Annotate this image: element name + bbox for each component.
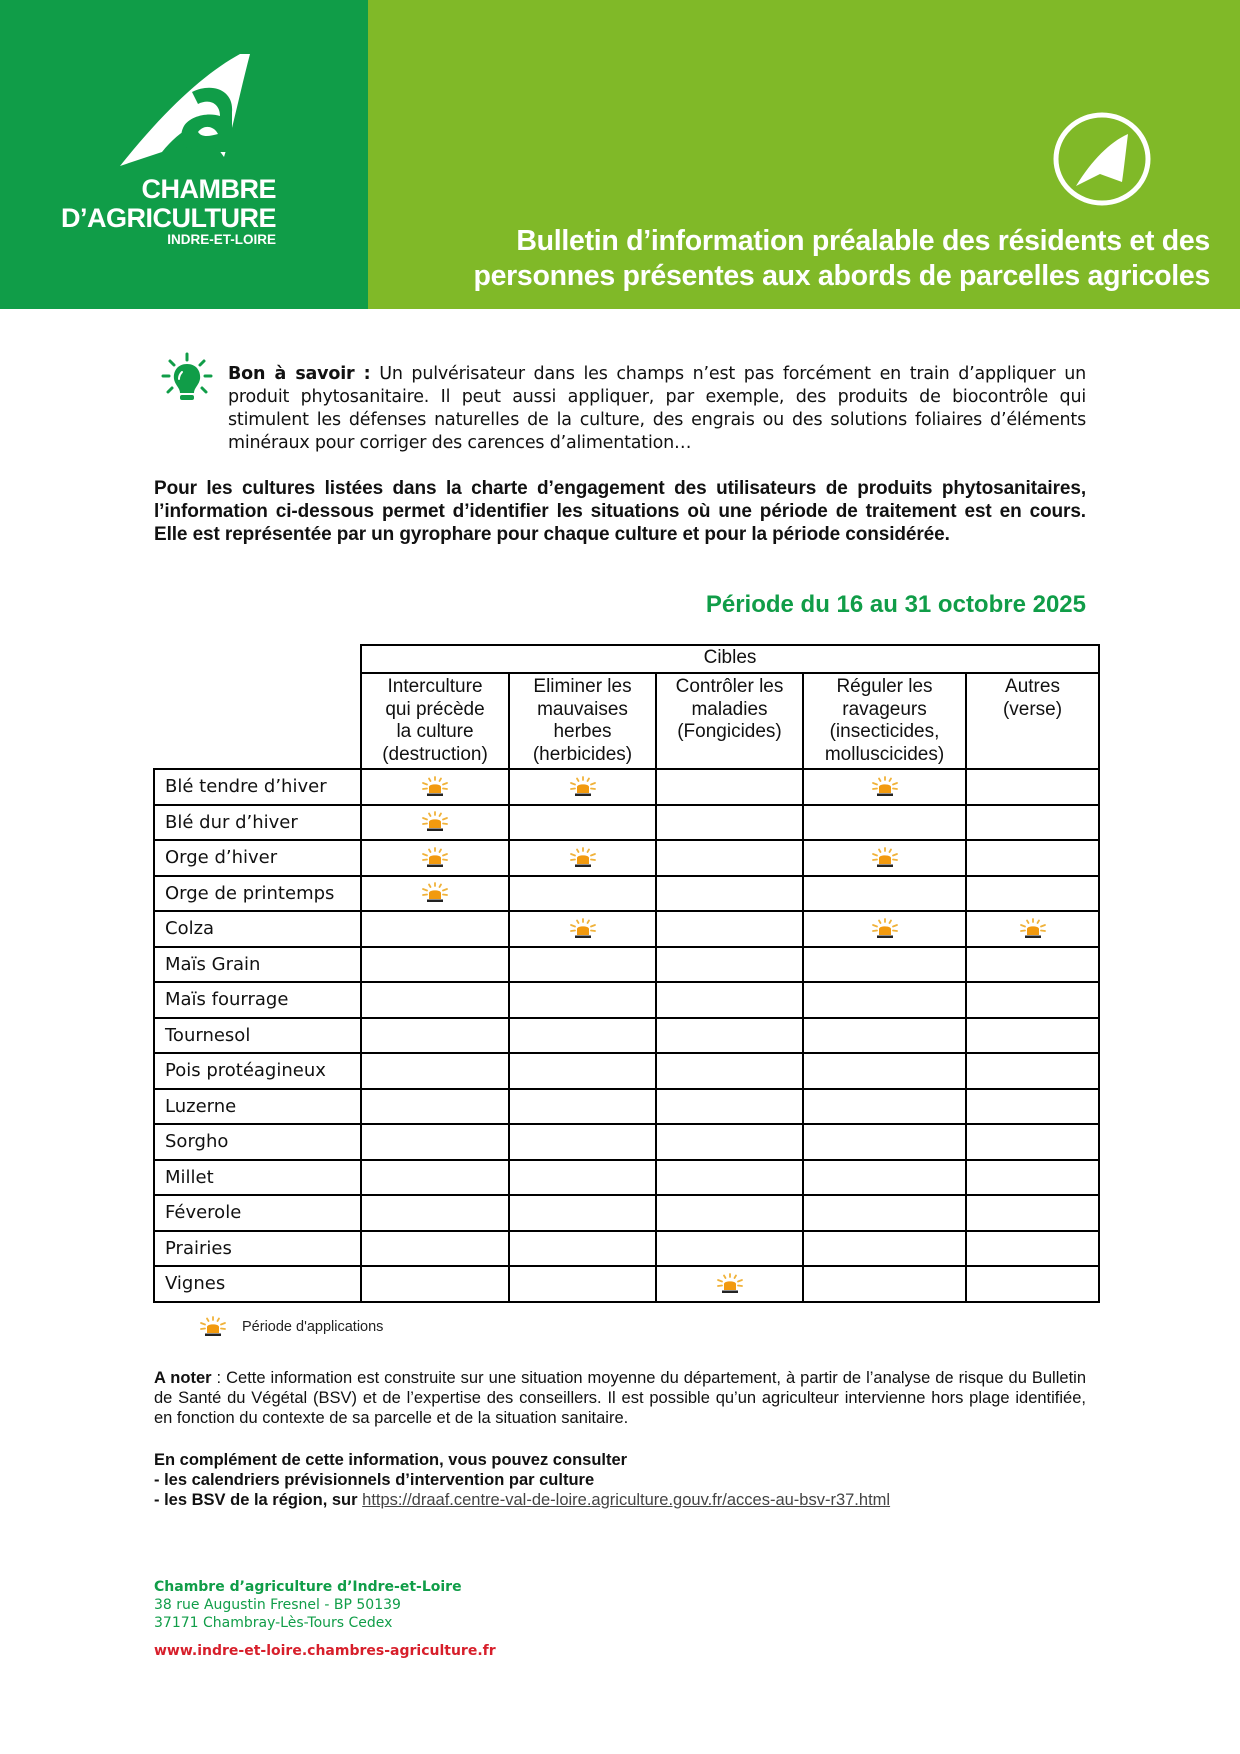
gyrophare-icon: [870, 918, 900, 937]
table-corner: [154, 673, 361, 769]
crop-name: Luzerne: [154, 1089, 361, 1125]
bsv-link[interactable]: https://draaf.centre-val-de-loire.agriculture.gouv.fr/acces-au-bsv-r37.html: [362, 1491, 891, 1509]
treatment-cell: [509, 769, 656, 805]
treatment-cell: [966, 947, 1099, 983]
logo-line-agriculture: D’AGRICULTURE: [61, 203, 276, 233]
treatment-cell: [509, 947, 656, 983]
tip-body: Un pulvérisateur dans les champs n’est pas forcément en train d’appliquer un produit phytosanitaire. Il peut aussi appliquer, par exemple, des produits de biocontrôle qui stimulent les défenses naturelles de la culture, des engrais ou des solutions foliaires d’éléments minéraux pour corriger des carences d’alimentation…: [228, 364, 1087, 453]
treatment-cell: [966, 1053, 1099, 1089]
table-row: [154, 805, 1099, 841]
treatment-cell: [803, 1089, 966, 1125]
treatment-cell: [656, 1231, 803, 1267]
treatment-cell: [966, 840, 1099, 876]
table-row: [154, 876, 1099, 912]
treatment-cell: [361, 947, 509, 983]
treatment-cell: [509, 840, 656, 876]
treatment-cell: [509, 1018, 656, 1054]
table-row: [154, 911, 1099, 947]
treatment-cell: [656, 1018, 803, 1054]
treatment-cell: [656, 769, 803, 805]
column-header: Eliminer les mauvaises herbes (herbicides): [509, 673, 656, 769]
treatment-cell: [509, 911, 656, 947]
treatment-cell: [803, 982, 966, 1018]
treatment-cell: [656, 982, 803, 1018]
column-header: Autres (verse): [966, 673, 1099, 769]
treatment-cell: [509, 1195, 656, 1231]
gyrophare-icon: [715, 1273, 745, 1292]
treatment-cell: [361, 769, 509, 805]
treatment-cell: [509, 1089, 656, 1125]
treatment-cell: [509, 1053, 656, 1089]
treatment-cell: [656, 1124, 803, 1160]
note-body: : Cette information est construite sur une situation moyenne du département, à partir de l’analyse de risque du Bulletin de Santé du Végétal (BSV) et de l’expertise des conseillers. Il est possible qu’un agriculteur intervienne hors plage identifiée, en fonction du contexte de sa parcelle et de la situation sanitaire.: [154, 1369, 1086, 1427]
footer-org-name: Chambre d’agriculture d’Indre-et-Loire: [154, 1579, 462, 1595]
treatment-cell: [656, 1160, 803, 1196]
gyrophare-icon: [198, 1316, 228, 1338]
crop-name: Sorgho: [154, 1124, 361, 1160]
logo-line-chambre: CHAMBRE: [141, 174, 276, 204]
column-header: Interculture qui précède la culture (destruction): [361, 673, 509, 769]
bulletin-title: Bulletin d’information préalable des résidents et des personnes présentes aux abords de parcelles agricoles: [473, 225, 1210, 292]
more-info-block: [154, 1450, 890, 1510]
treatment-cell: [803, 1053, 966, 1089]
treatment-cell: [361, 876, 509, 912]
treatment-cell: [803, 805, 966, 841]
treatment-cell: [361, 1018, 509, 1054]
lightbulb-icon: [160, 352, 214, 406]
treatment-cell: [361, 1089, 509, 1125]
treatment-cell: [966, 876, 1099, 912]
table-row: [154, 1160, 1099, 1196]
footer-website-link[interactable]: www.indre-et-loire.chambres-agriculture.fr: [154, 1643, 496, 1659]
treatment-cell: [966, 982, 1099, 1018]
treatment-cell: [656, 1266, 803, 1302]
chambre-circle-emblem-icon: [1052, 112, 1152, 206]
treatment-cell: [361, 1195, 509, 1231]
treatment-cell: [361, 1231, 509, 1267]
treatment-cell: [803, 947, 966, 983]
gyrophare-icon: [1018, 918, 1048, 937]
treatment-cell: [361, 840, 509, 876]
treatment-cell: [966, 1195, 1099, 1231]
treatment-cell: [656, 1089, 803, 1125]
treatment-cell: [966, 805, 1099, 841]
legend: [198, 1316, 383, 1338]
gyrophare-icon: [568, 776, 598, 795]
treatment-cell: [966, 911, 1099, 947]
treatment-cell: [361, 805, 509, 841]
treatment-cell: [509, 805, 656, 841]
treatment-cell: [966, 1124, 1099, 1160]
treatment-cell: [656, 911, 803, 947]
treatment-cell: [803, 1266, 966, 1302]
crop-name: Pois protéagineux: [154, 1053, 361, 1089]
table-row: [154, 1018, 1099, 1054]
footer: [154, 1578, 496, 1660]
column-header: Réguler les ravageurs (insecticides, molluscicides): [803, 673, 966, 769]
treatment-cell: [966, 1018, 1099, 1054]
gyrophare-icon: [420, 812, 450, 831]
crop-name: Orge de printemps: [154, 876, 361, 912]
treatment-cell: [803, 769, 966, 805]
gyrophare-icon: [420, 776, 450, 795]
treatment-cell: [509, 982, 656, 1018]
footer-address-line1: 38 rue Augustin Fresnel - BP 50139: [154, 1597, 401, 1613]
gyrophare-icon: [420, 847, 450, 866]
crop-name: Maïs Grain: [154, 947, 361, 983]
treatment-cell: [966, 1231, 1099, 1267]
footer-address-line2: 37171 Chambray-Lès-Tours Cedex: [154, 1615, 393, 1631]
table-row: [154, 947, 1099, 983]
table-row: [154, 769, 1099, 805]
table-row: [154, 1053, 1099, 1089]
treatment-cell: [361, 982, 509, 1018]
crop-name: Maïs fourrage: [154, 982, 361, 1018]
more-info-bsv: - les BSV de la région, sur https://draaf.centre-val-de-loire.agriculture.gouv.fr/acces-au-bsv-r37.html: [154, 1491, 891, 1509]
treatment-cell: [656, 1053, 803, 1089]
crop-name: Blé dur d’hiver: [154, 805, 361, 841]
table-row: [154, 1089, 1099, 1125]
crop-name: Féverole: [154, 1195, 361, 1231]
table-row: [154, 982, 1099, 1018]
treatment-cell: [656, 947, 803, 983]
treatment-cell: [509, 1266, 656, 1302]
treatment-cell: [509, 1124, 656, 1160]
crop-name: Prairies: [154, 1231, 361, 1267]
treatment-cell: [803, 1160, 966, 1196]
treatment-cell: [803, 1195, 966, 1231]
gyrophare-icon: [568, 918, 598, 937]
note-label: A noter: [154, 1369, 212, 1387]
crop-name: Orge d’hiver: [154, 840, 361, 876]
more-info-calendars: - les calendriers prévisionnels d’intervention par culture: [154, 1471, 595, 1489]
treatment-cell: [803, 1018, 966, 1054]
note-paragraph: [154, 1368, 1086, 1428]
gyrophare-icon: [870, 847, 900, 866]
treatment-cell: [656, 805, 803, 841]
period-heading: Période du 16 au 31 octobre 2025: [705, 591, 1086, 618]
chambre-agriculture-logo-icon: [112, 52, 252, 170]
treatment-cell: [803, 876, 966, 912]
treatment-cell: [803, 1231, 966, 1267]
gyrophare-icon: [568, 847, 598, 866]
treatment-cell: [966, 769, 1099, 805]
treatment-cell: [803, 911, 966, 947]
treatment-cell: [361, 1053, 509, 1089]
crop-name: Blé tendre d’hiver: [154, 769, 361, 805]
crop-name: Tournesol: [154, 1018, 361, 1054]
treatment-cell: [361, 1266, 509, 1302]
treatment-cell: [361, 1160, 509, 1196]
targets-group-header: Cibles: [361, 645, 1099, 673]
table-corner: [154, 645, 361, 673]
crop-treatment-table: [153, 644, 1100, 1303]
table-row: [154, 1266, 1099, 1302]
treatment-cell: [656, 840, 803, 876]
gyrophare-icon: [420, 883, 450, 902]
treatment-cell: [361, 1124, 509, 1160]
gyrophare-icon: [870, 776, 900, 795]
logo-line-department: INDRE-ET-LOIRE: [167, 232, 276, 247]
more-info-intro: En complément de cette information, vous pouvez consulter: [154, 1451, 628, 1469]
treatment-cell: [509, 1160, 656, 1196]
crop-name: Millet: [154, 1160, 361, 1196]
legend-label: Période d'applications: [242, 1319, 384, 1335]
treatment-cell: [966, 1160, 1099, 1196]
column-header: Contrôler les maladies (Fongicides): [656, 673, 803, 769]
table-row: [154, 840, 1099, 876]
tip-paragraph: [228, 363, 1086, 455]
treatment-cell: [509, 876, 656, 912]
treatment-cell: [966, 1266, 1099, 1302]
treatment-cell: [509, 1231, 656, 1267]
crop-name: Colza: [154, 911, 361, 947]
treatment-cell: [966, 1089, 1099, 1125]
treatment-cell: [803, 1124, 966, 1160]
treatment-cell: [656, 1195, 803, 1231]
treatment-cell: [656, 876, 803, 912]
crop-name: Vignes: [154, 1266, 361, 1302]
intro-paragraph: Pour les cultures listées dans la charte d’engagement des utilisateurs de produits phytosanitaires, l’information ci-dessous permet d’identifier les situations où une période de traitement est en cours. Elle est représentée par un gyrophare pour chaque culture et pour la période considérée.: [154, 478, 1086, 545]
table-row: [154, 1231, 1099, 1267]
header-left-panel: [0, 0, 368, 309]
treatment-cell: [361, 911, 509, 947]
treatment-cell: [803, 840, 966, 876]
table-row: [154, 1195, 1099, 1231]
tip-label: Bon à savoir :: [228, 364, 371, 384]
table-row: [154, 1124, 1099, 1160]
